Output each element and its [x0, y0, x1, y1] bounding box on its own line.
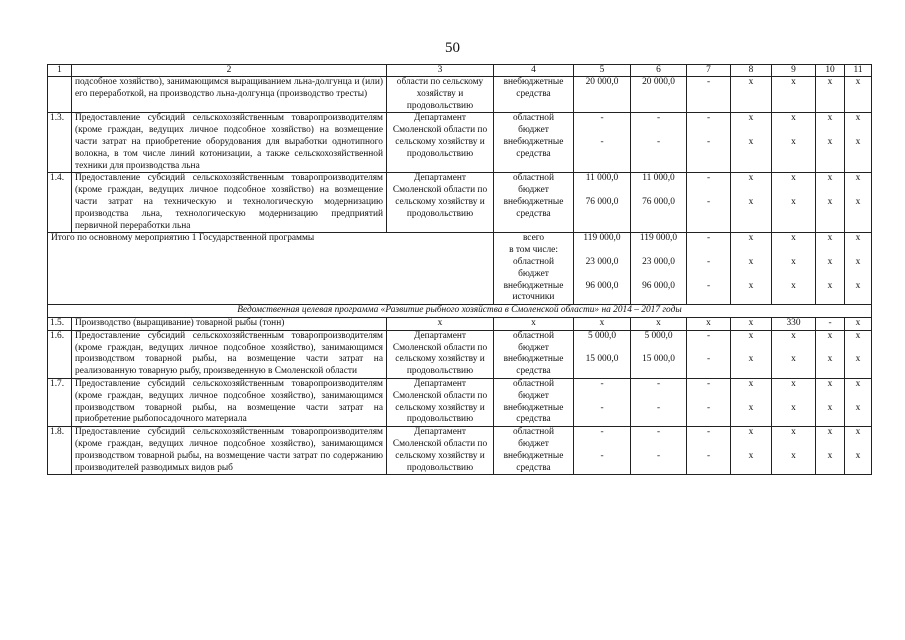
value: х — [827, 450, 833, 461]
value: х — [855, 256, 861, 267]
value: х — [791, 256, 796, 267]
table-row — [48, 330, 872, 378]
total-funding-source — [494, 233, 574, 305]
value: х — [827, 233, 833, 244]
source-line: в том числе: — [509, 245, 558, 256]
row-funding-source — [494, 330, 574, 378]
column-header: 4 — [494, 65, 574, 77]
column-numbers-row — [48, 65, 872, 77]
table-row — [48, 427, 872, 475]
row-description: Предоставление субсидий сельскохозяйственным товаропроизводителям (кроме граждан, ведущих личное подсобное хозяйство) на возмещение части затрат на приобретение оборудования для выработки однотипного волокна, в том числе линий котонизации, а также сельскохозяйственной техники для производства льна — [72, 113, 387, 173]
value: 96 000,0 — [585, 280, 619, 291]
value: х — [748, 280, 754, 291]
value: - — [600, 402, 604, 413]
value: - — [706, 402, 711, 413]
row-col10 — [816, 173, 845, 233]
value: 76 000,0 — [642, 196, 675, 207]
value: х — [855, 378, 861, 389]
value: - — [656, 378, 661, 389]
value: - — [706, 196, 711, 207]
value: х — [748, 450, 754, 461]
value: - — [656, 113, 661, 124]
value: х — [855, 330, 861, 341]
value: 20 000,0 — [585, 77, 619, 87]
row-funding-source — [494, 378, 574, 426]
value: х — [827, 354, 833, 365]
value: х — [855, 427, 861, 438]
row-number: 1.8. — [48, 427, 72, 475]
value: 119 000,0 — [639, 233, 678, 244]
row-executor: области по сельскому хозяйству и продовольствию — [387, 77, 494, 113]
value: х — [748, 354, 754, 365]
value: х — [827, 196, 833, 207]
row-funding-source — [494, 77, 574, 113]
row-col8 — [731, 77, 772, 113]
row-col5 — [574, 427, 631, 475]
row-col10 — [816, 378, 845, 426]
row-col3: х — [387, 317, 494, 330]
row-col9 — [772, 113, 816, 173]
value: 23 000,0 — [585, 256, 619, 267]
row-col7 — [687, 330, 731, 378]
row-number: 1.7. — [48, 378, 72, 426]
row-col9 — [772, 427, 816, 475]
row-col7 — [687, 427, 731, 475]
row-number — [48, 77, 72, 113]
row-col8 — [731, 427, 772, 475]
value: 15 000,0 — [642, 354, 675, 365]
row-col8 — [731, 378, 772, 426]
row-col6 — [631, 77, 687, 113]
row-col4: х — [494, 317, 574, 330]
row-col5 — [574, 173, 631, 233]
value: - — [706, 427, 711, 438]
value: х — [791, 427, 796, 438]
value: - — [600, 113, 604, 124]
value: х — [791, 354, 796, 365]
source-line: областной бюджет — [512, 427, 555, 449]
row-description: Производство (выращивание) товарной рыбы (тонн) — [72, 317, 387, 330]
value: - — [706, 450, 711, 461]
value: х — [748, 427, 754, 438]
section-title: Ведомственная целевая программа «Развитие рыбного хозяйства в Смоленской области» на 2014 – 2017 годы — [48, 305, 872, 318]
row-executor: Департамент Смоленской области по сельскому хозяйству и продовольствию — [387, 113, 494, 173]
column-header: 3 — [387, 65, 494, 77]
value: х — [791, 402, 796, 413]
total-col6 — [631, 233, 687, 305]
row-description: Предоставление субсидий сельскохозяйственным товаропроизводителям (кроме граждан, ведущих личное подсобное хозяйство) на возмещение части затрат на техническую и технологическую модернизацию производства льна, технологическую модернизацию предприятий первичной переработки льна — [72, 173, 387, 233]
row-col9 — [772, 77, 816, 113]
source-line: внебюджетные средства — [503, 402, 564, 425]
value: х — [748, 196, 754, 207]
value: - — [656, 427, 661, 438]
value: 76 000,0 — [585, 196, 619, 207]
table-row — [48, 173, 872, 233]
value: х — [855, 280, 861, 291]
total-col11 — [845, 233, 872, 305]
source-line: источники — [512, 292, 555, 303]
value: - — [706, 136, 711, 147]
value: - — [706, 256, 711, 267]
row-col5: х — [574, 317, 631, 330]
value: 5 000,0 — [587, 330, 617, 341]
table-row — [48, 378, 872, 426]
source-line: областной — [512, 256, 555, 267]
value: - — [706, 233, 711, 244]
row-col11 — [845, 330, 872, 378]
row-col7 — [687, 378, 731, 426]
row-col11 — [845, 378, 872, 426]
total-row — [48, 233, 872, 305]
total-col7 — [687, 233, 731, 305]
source-line: всего — [522, 233, 545, 244]
value: - — [706, 113, 711, 124]
row-executor: Департамент Смоленской области по сельскому хозяйству и продовольствию — [387, 330, 494, 378]
table-row — [48, 317, 872, 330]
value: х — [827, 427, 833, 438]
column-header: 7 — [687, 65, 731, 77]
value: х — [748, 330, 754, 341]
row-col9 — [772, 330, 816, 378]
value: х — [827, 77, 833, 87]
source-line: внебюджетные средства — [503, 196, 564, 219]
row-col5 — [574, 113, 631, 173]
value: х — [855, 450, 861, 461]
table-row — [48, 77, 872, 113]
row-col6: х — [631, 317, 687, 330]
total-col8 — [731, 233, 772, 305]
value: - — [706, 330, 711, 341]
column-header: 2 — [72, 65, 387, 77]
value: х — [827, 280, 833, 291]
row-col6 — [631, 330, 687, 378]
value: х — [791, 233, 796, 244]
value: х — [748, 256, 754, 267]
row-col11: х — [845, 317, 872, 330]
row-col7 — [687, 113, 731, 173]
column-header: 9 — [772, 65, 816, 77]
value: - — [600, 136, 604, 147]
row-col6 — [631, 173, 687, 233]
row-executor: Департамент Смоленской области по сельскому хозяйству и продовольствию — [387, 173, 494, 233]
value: х — [827, 136, 833, 147]
row-col8 — [731, 173, 772, 233]
value: 96 000,0 — [642, 280, 675, 291]
total-col10 — [816, 233, 845, 305]
value: х — [855, 173, 861, 184]
value: 11 000,0 — [585, 173, 619, 184]
page-number: 50 — [445, 40, 460, 56]
total-label: Итого по основному мероприятию 1 Государственной программы — [48, 233, 494, 305]
row-funding-source — [494, 173, 574, 233]
row-col10 — [816, 330, 845, 378]
value: - — [706, 173, 711, 184]
value: х — [827, 173, 833, 184]
source-line: внебюджетные средства — [503, 450, 564, 473]
row-col11 — [845, 113, 872, 173]
total-col5 — [574, 233, 631, 305]
program-table — [47, 64, 872, 475]
value: - — [706, 280, 711, 291]
row-col7: х — [687, 317, 731, 330]
value: 23 000,0 — [642, 256, 675, 267]
row-col5 — [574, 378, 631, 426]
column-header: 6 — [631, 65, 687, 77]
row-funding-source — [494, 113, 574, 173]
source-line: внебюджетные средства — [503, 77, 564, 99]
value: х — [791, 450, 796, 461]
row-col6 — [631, 427, 687, 475]
value: х — [855, 233, 861, 244]
row-number: 1.5. — [48, 317, 72, 330]
value: - — [656, 450, 661, 461]
value: х — [748, 378, 754, 389]
value: - — [656, 136, 661, 147]
source-line: областной бюджет — [512, 330, 555, 353]
value: х — [748, 113, 754, 124]
source-line: бюджет — [518, 268, 549, 279]
value: х — [827, 256, 833, 267]
column-header: 1 — [48, 65, 72, 77]
row-description: Предоставление субсидий сельскохозяйственным товаропроизводителям (кроме граждан, ведущих личное подсобное хозяйство), занимающимся производством товарной рыбы, на возмещение части затрат на приобретение рыбопосадочного материала — [72, 378, 387, 426]
row-col11 — [845, 173, 872, 233]
row-description: Предоставление субсидий сельскохозяйственным товаропроизводителям (кроме граждан, ведущих личное подсобное хозяйство), занимающимся производством товарной рыбы, на возмещение части затрат на реализованную товарную рыбу, произведенную в Смоленской области — [72, 330, 387, 378]
row-col7 — [687, 77, 731, 113]
row-col10 — [816, 77, 845, 113]
row-col9 — [772, 173, 816, 233]
value: 5 000,0 — [644, 330, 673, 341]
value: х — [855, 136, 861, 147]
source-line: областной бюджет — [512, 173, 555, 196]
value: - — [706, 378, 711, 389]
value: - — [706, 77, 711, 87]
row-col8: х — [731, 317, 772, 330]
source-line: внебюджетные средства — [503, 136, 564, 159]
row-col9 — [772, 378, 816, 426]
value: х — [791, 113, 796, 124]
value: х — [791, 173, 796, 184]
row-col8 — [731, 113, 772, 173]
row-funding-source — [494, 427, 574, 475]
row-number: 1.4. — [48, 173, 72, 233]
value: х — [791, 378, 796, 389]
total-col9 — [772, 233, 816, 305]
value: х — [827, 378, 833, 389]
value: х — [748, 77, 754, 87]
value: - — [600, 427, 604, 438]
row-col10 — [816, 427, 845, 475]
row-col10 — [816, 113, 845, 173]
source-line: внебюджетные средства — [503, 354, 564, 377]
value: х — [791, 330, 796, 341]
value: х — [827, 113, 833, 124]
value: х — [855, 402, 861, 413]
value: х — [791, 136, 796, 147]
value: х — [748, 233, 754, 244]
value: х — [855, 77, 861, 87]
row-description: Предоставление субсидий сельскохозяйственным товаропроизводителям (кроме граждан, ведущих личное подсобное хозяйство), занимающимся производством товарной рыбы, на возмещение части затрат по содержанию производителей разводимых видов рыб — [72, 427, 387, 475]
value: х — [791, 77, 796, 87]
column-header: 8 — [731, 65, 772, 77]
source-line: внебюджетные — [503, 280, 564, 291]
row-executor: Департамент Смоленской области по сельскому хозяйству и продовольствию — [387, 378, 494, 426]
value: х — [827, 330, 833, 341]
column-header: 10 — [816, 65, 845, 77]
row-number: 1.3. — [48, 113, 72, 173]
value: - — [600, 450, 604, 461]
value: х — [791, 196, 796, 207]
row-col6 — [631, 378, 687, 426]
section-row — [48, 305, 872, 318]
value: - — [656, 402, 661, 413]
row-col11 — [845, 427, 872, 475]
source-line: областной бюджет — [512, 378, 555, 401]
row-number: 1.6. — [48, 330, 72, 378]
value: х — [855, 354, 861, 365]
value: 20 000,0 — [642, 77, 675, 87]
value: х — [791, 280, 796, 291]
row-col11 — [845, 77, 872, 113]
value: 11 000,0 — [642, 173, 675, 184]
column-header: 11 — [845, 65, 872, 77]
row-col9: 330 — [772, 317, 816, 330]
row-executor: Департамент Смоленской области по сельскому хозяйству и продовольствию — [387, 427, 494, 475]
value: х — [748, 402, 754, 413]
row-col8 — [731, 330, 772, 378]
row-col7 — [687, 173, 731, 233]
value: х — [827, 402, 833, 413]
value: х — [855, 113, 861, 124]
row-col5 — [574, 330, 631, 378]
row-col5 — [574, 77, 631, 113]
value: 15 000,0 — [585, 354, 619, 365]
row-col6 — [631, 113, 687, 173]
row-description: подсобное хозяйство), занимающимся выращиванием льна-долгунца и (или) его переработкой, на производство льна-долгунца (производство тресты) — [72, 77, 387, 113]
value: - — [600, 378, 604, 389]
value: х — [748, 136, 754, 147]
value: - — [706, 354, 711, 365]
value: х — [748, 173, 754, 184]
source-line: областной бюджет — [512, 113, 555, 136]
value: 119 000,0 — [583, 233, 621, 244]
column-header: 5 — [574, 65, 631, 77]
table-row — [48, 113, 872, 173]
row-col10: - — [816, 317, 845, 330]
value: х — [855, 196, 861, 207]
